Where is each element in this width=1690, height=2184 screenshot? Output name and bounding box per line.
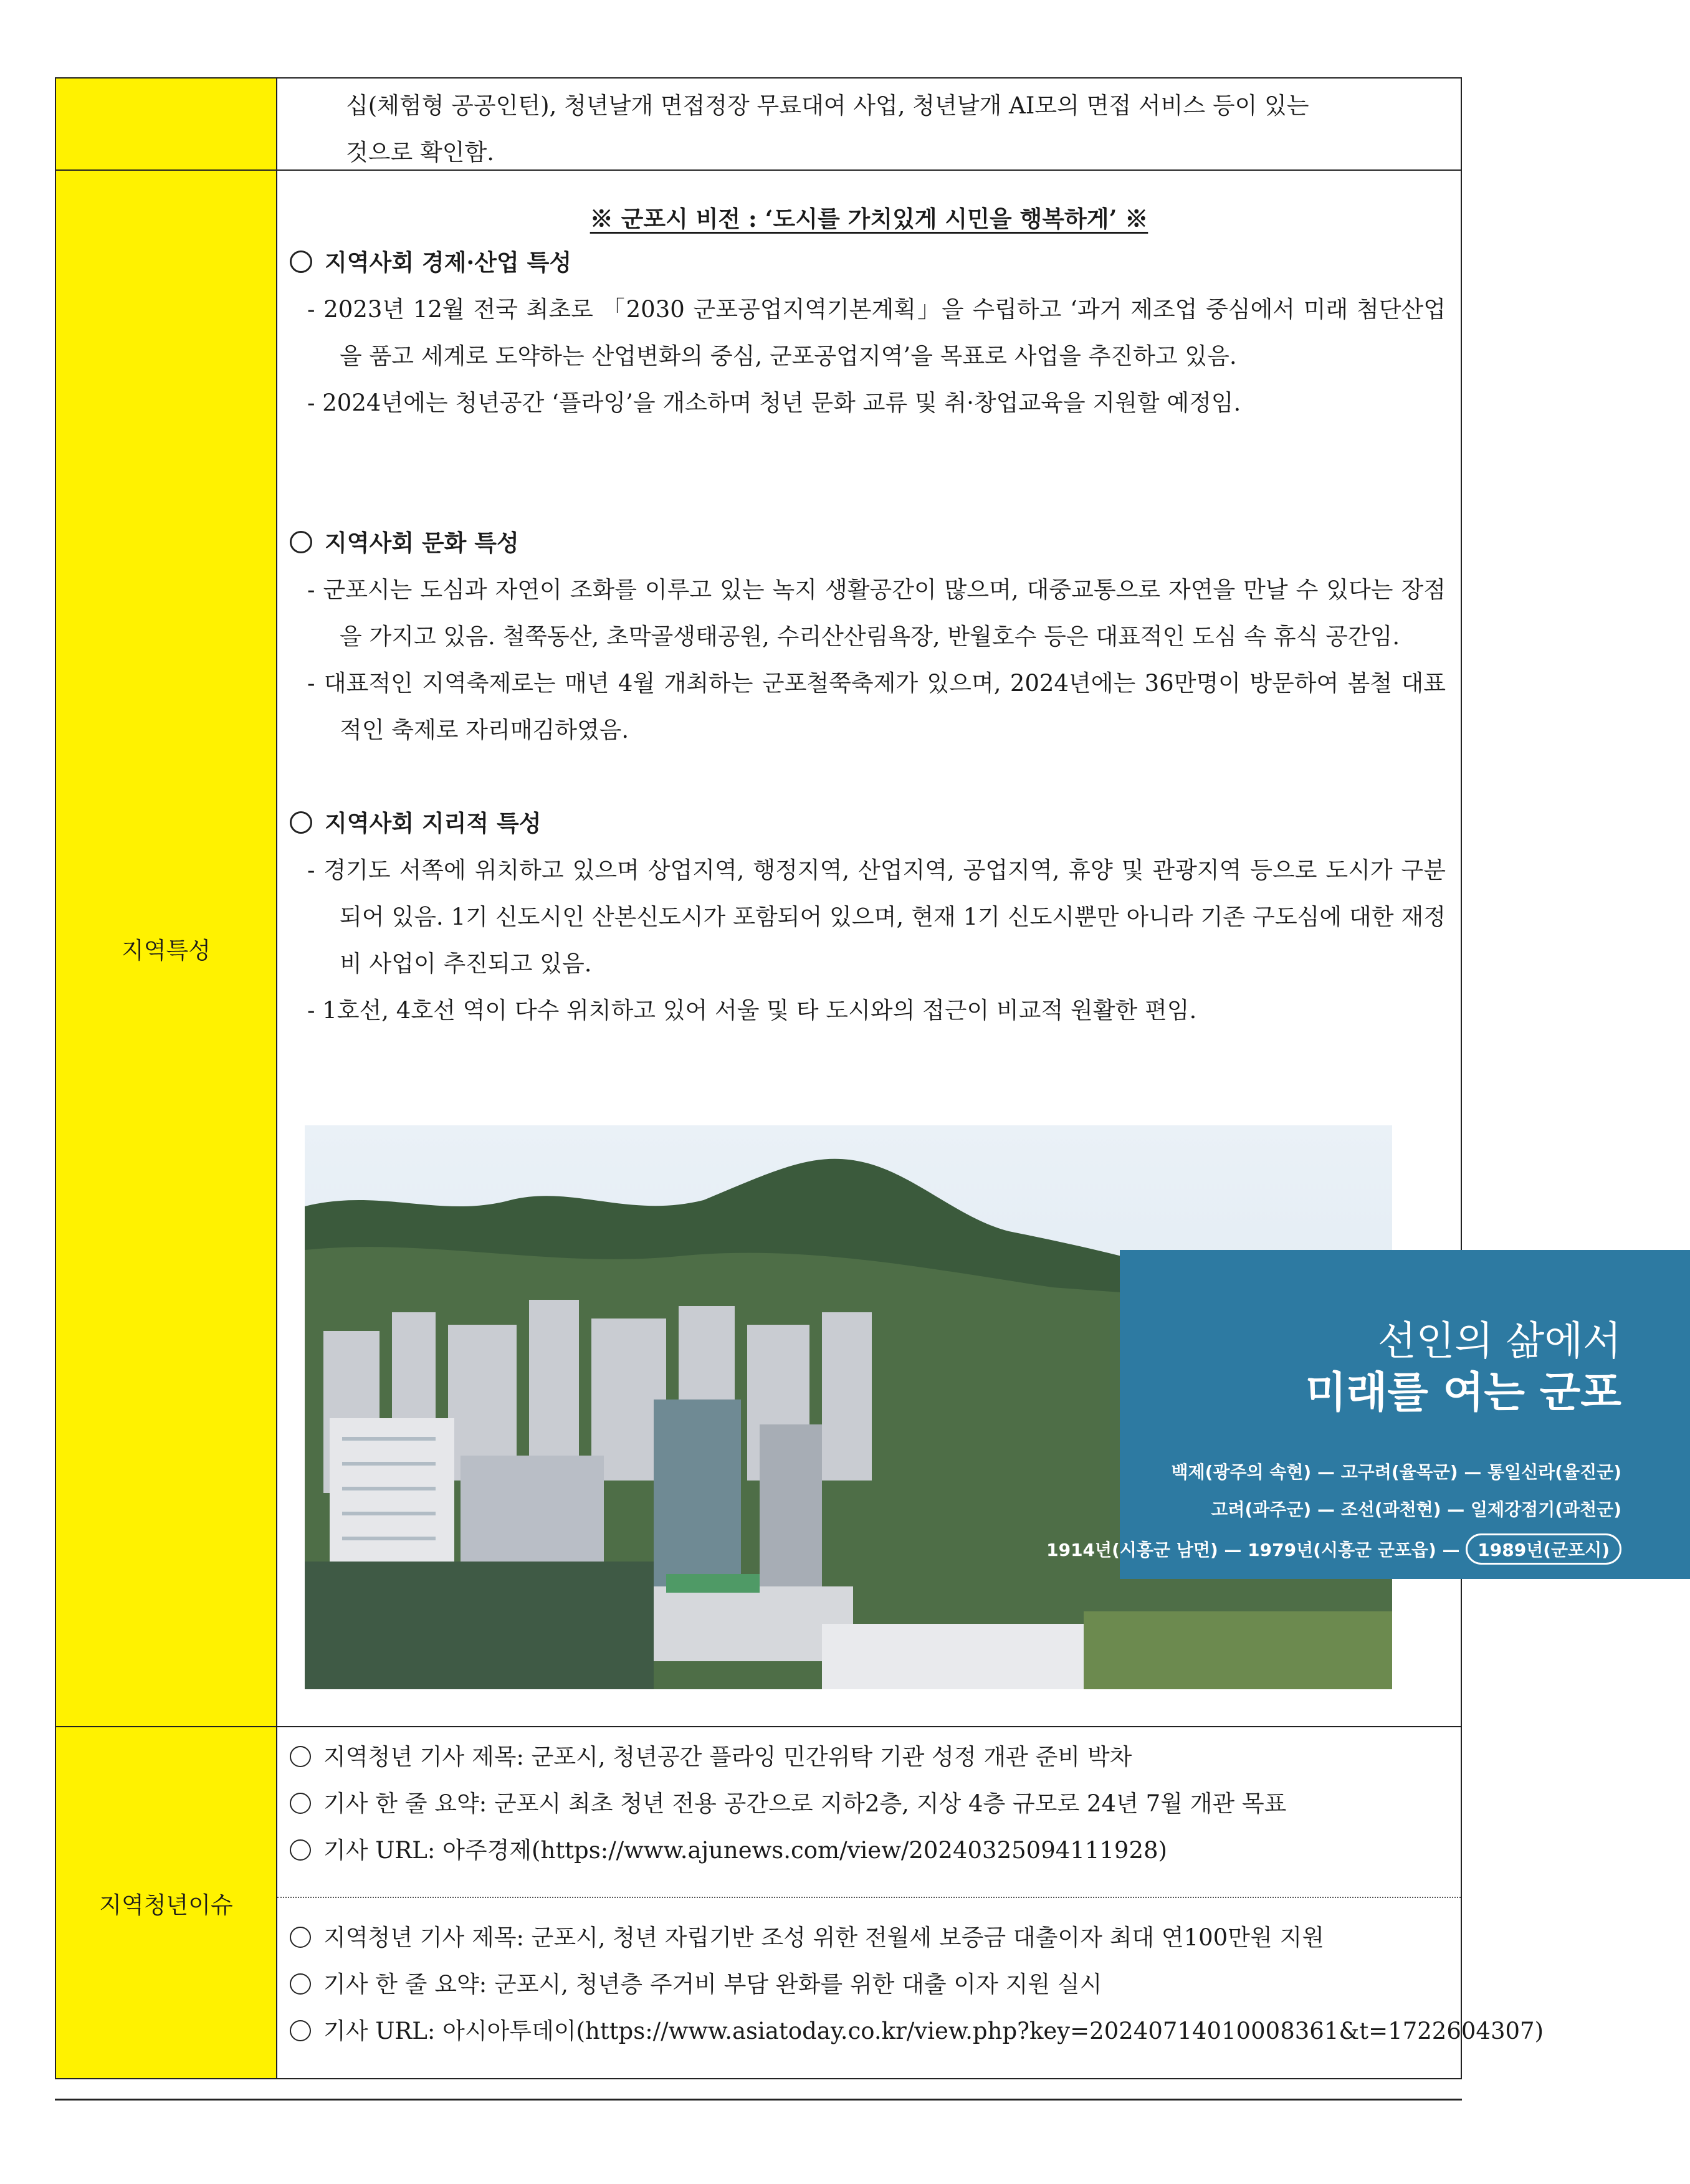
bottom-rule [55,2099,1462,2101]
news-summary: 기사 한 줄 요약: 군포시, 청년층 주거비 부담 완화를 위한 대출 이자 지원 실시 [323,1971,1102,1998]
row-label: 지역청년이슈 [55,1727,277,2079]
circle-bullet-icon [290,1746,311,1767]
section-heading: 지역사회 경제·산업 특성 [325,249,572,276]
news-item [290,1733,1446,1874]
row-continuation [55,78,1461,170]
section-heading: 지역사회 지리적 특성 [325,809,542,837]
section-item: - 대표적인 지역축제로는 매년 4월 개최하는 군포철쭉축제가 있으며, 2024년에는 36만명이 방문하여 봄철 대표적인 축제로 자리매김하였음. [307,670,1446,743]
section-geography [290,800,1446,1034]
label-empty [55,78,277,170]
circle-bullet-icon [290,1927,311,1948]
continuation-line: 것으로 확인함. [346,139,494,166]
section-item: - 2024년에는 청년공간 ‘플라잉’을 개소하며 청년 문화 교류 및 취·창업교육을 지원할 예정임. [307,389,1241,416]
circle-bullet-icon [290,1793,311,1814]
news-item [290,1914,1544,2054]
row-regional-youth-issues [55,1727,1461,2079]
circle-bullet-icon [290,1839,311,1861]
section-economy [290,239,1446,426]
divider [277,1897,1461,1898]
banner-title-line1: 선인의 삶에서 [1377,1319,1621,1365]
city-history-banner [1046,1250,1690,1579]
banner-title-line2: 미래를 여는 군포 [1305,1368,1621,1418]
circle-bullet-icon [290,1973,311,1995]
info-table [55,77,1621,2079]
news-title: 지역청년 기사 제목: 군포시, 청년 자립기반 조성 위한 전월세 보증금 대출이자 최대 연100만원 지원 [323,1924,1324,1951]
city-vision: ※ 군포시 비전 : ‘도시를 가치있게 시민을 행복하게’ ※ [590,205,1148,232]
characteristics-cell [277,170,1621,1727]
circle-bullet-icon [290,531,312,553]
section-item: - 2023년 12월 전국 최초로 「2030 군포공업지역기본계획」을 수립하고 ‘과거 제조업 중심에서 미래 첨단산업을 품고 세계로 도약하는 산업변화의 중심, 군포공업지역’을 목표로 사업을 추진하고 있음. [307,296,1446,370]
continuation-line: 십(체험형 공공인턴), 청년날개 면접정장 무료대여 사업, 청년날개 AI모의 면접 서비스 등이 있는 [346,92,1309,119]
section-item: - 군포시는 도심과 자연이 조화를 이루고 있는 녹지 생활공간이 많으며, 대중교통으로 자연을 만날 수 있다는 장점을 가지고 있음. 철쭉동산, 초막골생태공원, 수리산산림욕장, 반월호수 등은 대표적인 도심 속 휴식 공간임. [307,576,1446,650]
news-summary: 기사 한 줄 요약: 군포시 최초 청년 전용 공간으로 지하2층, 지상 4층 규모로 24년 7월 개관 목표 [323,1790,1287,1817]
circle-bullet-icon [290,2020,311,2041]
section-item: - 1호선, 4호선 역이 다수 위치하고 있어 서울 및 타 도시와의 접근이 비교적 원활한 편임. [307,997,1197,1024]
news-title: 지역청년 기사 제목: 군포시, 청년공간 플라잉 민간위탁 기관 성정 개관 준비 박차 [323,1743,1132,1770]
banner-timeline: 백제(광주의 속현) — 고구려(율목군) — 통일신라(율진군) [1171,1462,1621,1482]
row-label: 지역특성 [55,170,277,1727]
banner-timeline-current: 1989년(군포시) [1466,1533,1621,1565]
news-url[interactable]: 기사 URL: 아주경제(https://www.ajunews.com/view/20240325094111928) [323,1837,1167,1864]
youth-issues-cell [277,1727,1544,2079]
circle-bullet-icon [290,811,312,834]
news-url[interactable]: 기사 URL: 아시아투데이(https://www.asiatoday.co.kr/view.php?key=20240714010008361&t=1722604307) [323,2018,1544,2044]
section-culture [290,520,1446,753]
section-item: - 경기도 서쪽에 위치하고 있으며 상업지역, 행정지역, 산업지역, 공업지역, 휴양 및 관광지역 등으로 도시가 구분되어 있음. 1기 신도시인 산본신도시가 포함되어 있으며, 현재 1기 신도시뿐만 아니라 기존 구도심에 대한 재정비 사업이 추진되고 있음. [307,857,1446,977]
section-heading: 지역사회 문화 특성 [325,529,519,556]
continuation-cell [277,78,1461,170]
banner-timeline: 고려(과주군) — 조선(과천현) — 일제강점기(과천군) [1211,1499,1621,1520]
circle-bullet-icon [290,250,312,273]
row-regional-characteristics [55,170,1461,1727]
banner-timeline: 1914년(시흥군 남면) — 1979년(시흥군 군포읍) — [1046,1540,1460,1560]
